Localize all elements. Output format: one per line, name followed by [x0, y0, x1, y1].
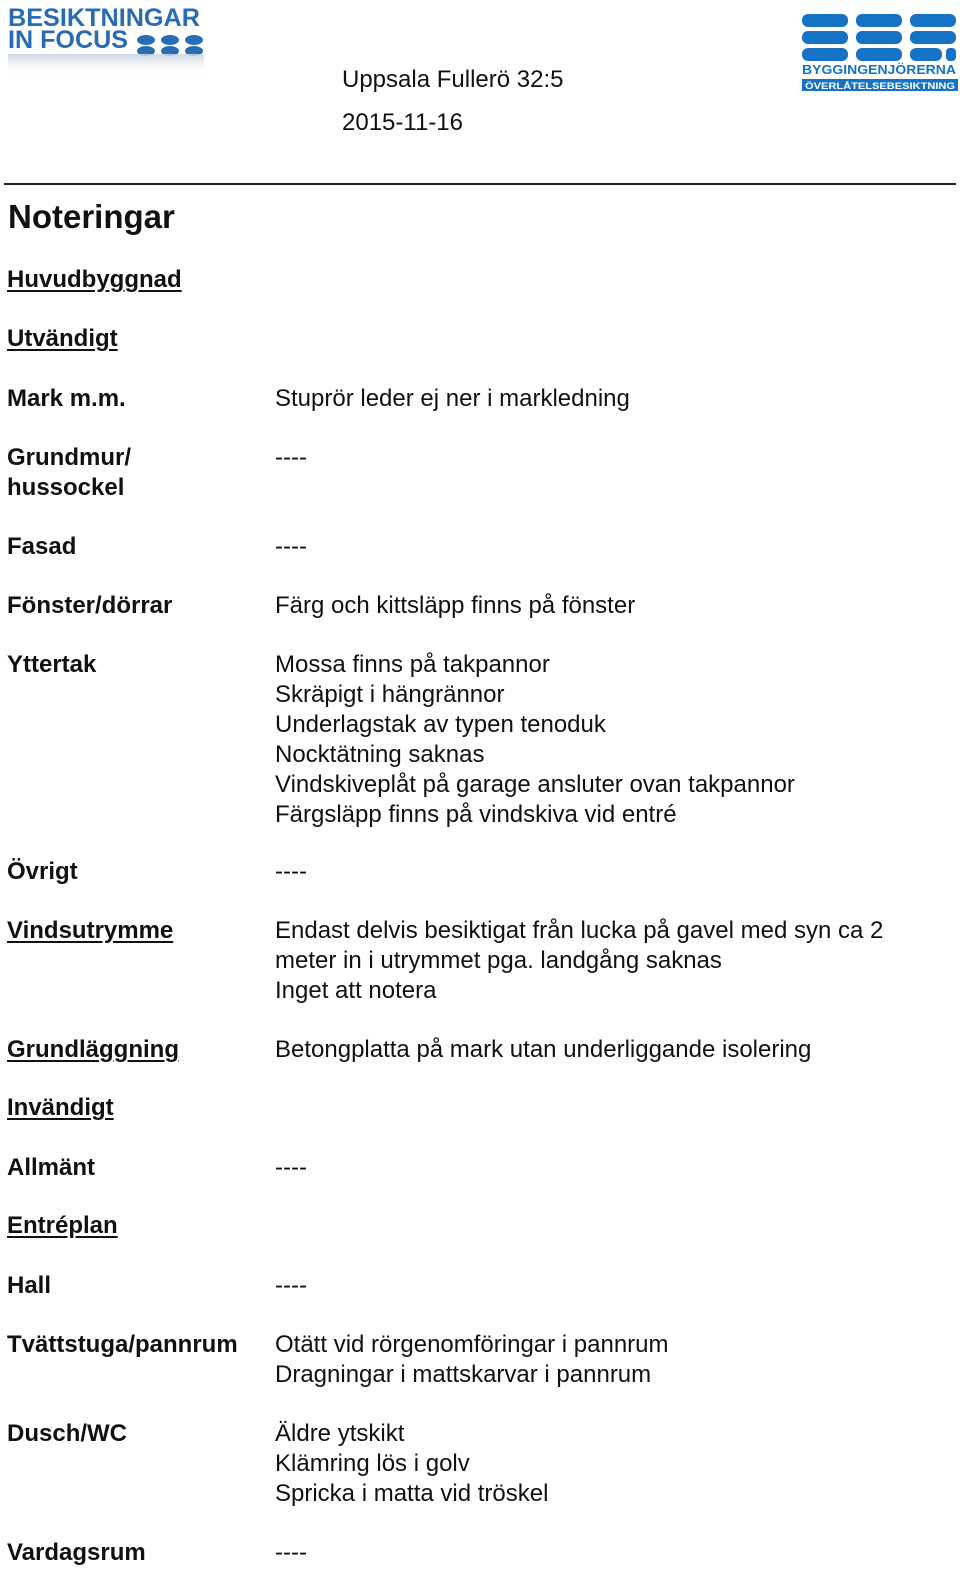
property-designation: Uppsala Fullerö 32:5 [342, 66, 564, 93]
note-line: ---- [275, 1154, 307, 1181]
row-value-grundlaggning [275, 1035, 955, 1065]
note-line: meter in i utrymmet pga. landgång saknas [275, 947, 722, 974]
note-line: Stuprör leder ej ner i markledning [275, 385, 630, 412]
row-label-mark: Mark m.m. [7, 385, 126, 412]
note-line: Betongplatta på mark utan underliggande isolering [275, 1036, 812, 1063]
note-line: Spricka i matta vid tröskel [275, 1480, 549, 1507]
logo-right-line2: ÖVERLÅTELSEBESIKTNING [805, 81, 955, 92]
row-label-grundmur [7, 443, 131, 503]
row-value-dusch [275, 1419, 955, 1509]
row-label-vardagsrum: Vardagsrum [7, 1539, 146, 1566]
note-line: Vindskiveplåt på garage ansluter ovan takpannor [275, 771, 795, 798]
note-line: Underlagstak av typen tenoduk [275, 711, 606, 738]
note-line: Färgsläpp finns på vindskiva vid entré [275, 801, 677, 828]
row-label-hall: Hall [7, 1272, 52, 1299]
row-label-fasad: Fasad [7, 533, 77, 560]
row-value-tvattstuga [275, 1330, 955, 1390]
note-line: Mossa finns på takpannor [275, 651, 550, 678]
row-label-ovrigt: Övrigt [7, 858, 78, 885]
note-line: ---- [275, 1272, 307, 1299]
row-value-vardagsrum [275, 1538, 955, 1568]
note-line: Skräpigt i hängrännor [275, 681, 505, 708]
header-divider [4, 183, 956, 185]
row-value-fasad [275, 532, 955, 562]
note-line: Klämring lös i golv [275, 1450, 470, 1477]
section-utvandigt: Utvändigt [7, 325, 118, 352]
note-line: ---- [275, 444, 307, 471]
row-value-mark [275, 384, 955, 414]
row-label-grundlaggning: Grundläggning [7, 1036, 179, 1063]
note-line: Inget att notera [275, 977, 437, 1004]
note-line: Endast delvis besiktigat från lucka på gavel med syn ca 2 [275, 917, 884, 944]
note-line: Nocktätning saknas [275, 741, 485, 768]
besiktningar-in-focus-logo [8, 4, 208, 78]
note-line: Färg och kittsläpp finns på fönster [275, 592, 636, 619]
row-value-ovrigt [275, 857, 955, 887]
row-label-tvattstuga: Tvättstuga/pannrum [7, 1331, 238, 1358]
section-entreplan: Entréplan [7, 1212, 118, 1239]
note-line: ---- [275, 533, 307, 560]
row-label-allmant: Allmänt [7, 1154, 96, 1181]
row-label-yttertak: Yttertak [7, 651, 97, 678]
logo-left-line1: BESIKTNINGAR [8, 4, 201, 32]
row-value-allmant [275, 1153, 955, 1183]
row-label-line: Grundmur/ [7, 444, 131, 471]
row-value-hall [275, 1271, 955, 1301]
note-line: ---- [275, 858, 307, 885]
report-date: 2015-11-16 [342, 109, 463, 136]
note-line: ---- [275, 1539, 307, 1566]
note-line: Dragningar i mattskarvar i pannrum [275, 1361, 652, 1388]
section-invandigt: Invändigt [7, 1094, 114, 1121]
row-label-dusch: Dusch/WC [7, 1420, 127, 1447]
row-value-vindsutrymme [275, 916, 955, 1006]
sbr-mark-icon [802, 14, 956, 61]
row-value-grundmur [275, 443, 955, 473]
page-title: Noteringar [8, 198, 175, 235]
row-value-yttertak [275, 650, 955, 830]
note-line: Otätt vid rörgenomföringar i pannrum [275, 1331, 669, 1358]
row-value-fonster [275, 591, 955, 621]
logo-right-line1: BYGGINGENJÖRERNA [802, 63, 940, 77]
row-label-line: hussockel [7, 474, 125, 501]
logo-left-line2: IN FOCUS [8, 26, 128, 54]
section-huvudbyggnad: Huvudbyggnad [7, 266, 182, 293]
sbr-logo [802, 12, 958, 92]
row-label-vindsutrymme: Vindsutrymme [7, 917, 174, 944]
row-label-fonster: Fönster/dörrar [7, 592, 173, 619]
logo-dots-icon [137, 35, 203, 56]
note-line: Äldre ytskikt [275, 1420, 405, 1447]
